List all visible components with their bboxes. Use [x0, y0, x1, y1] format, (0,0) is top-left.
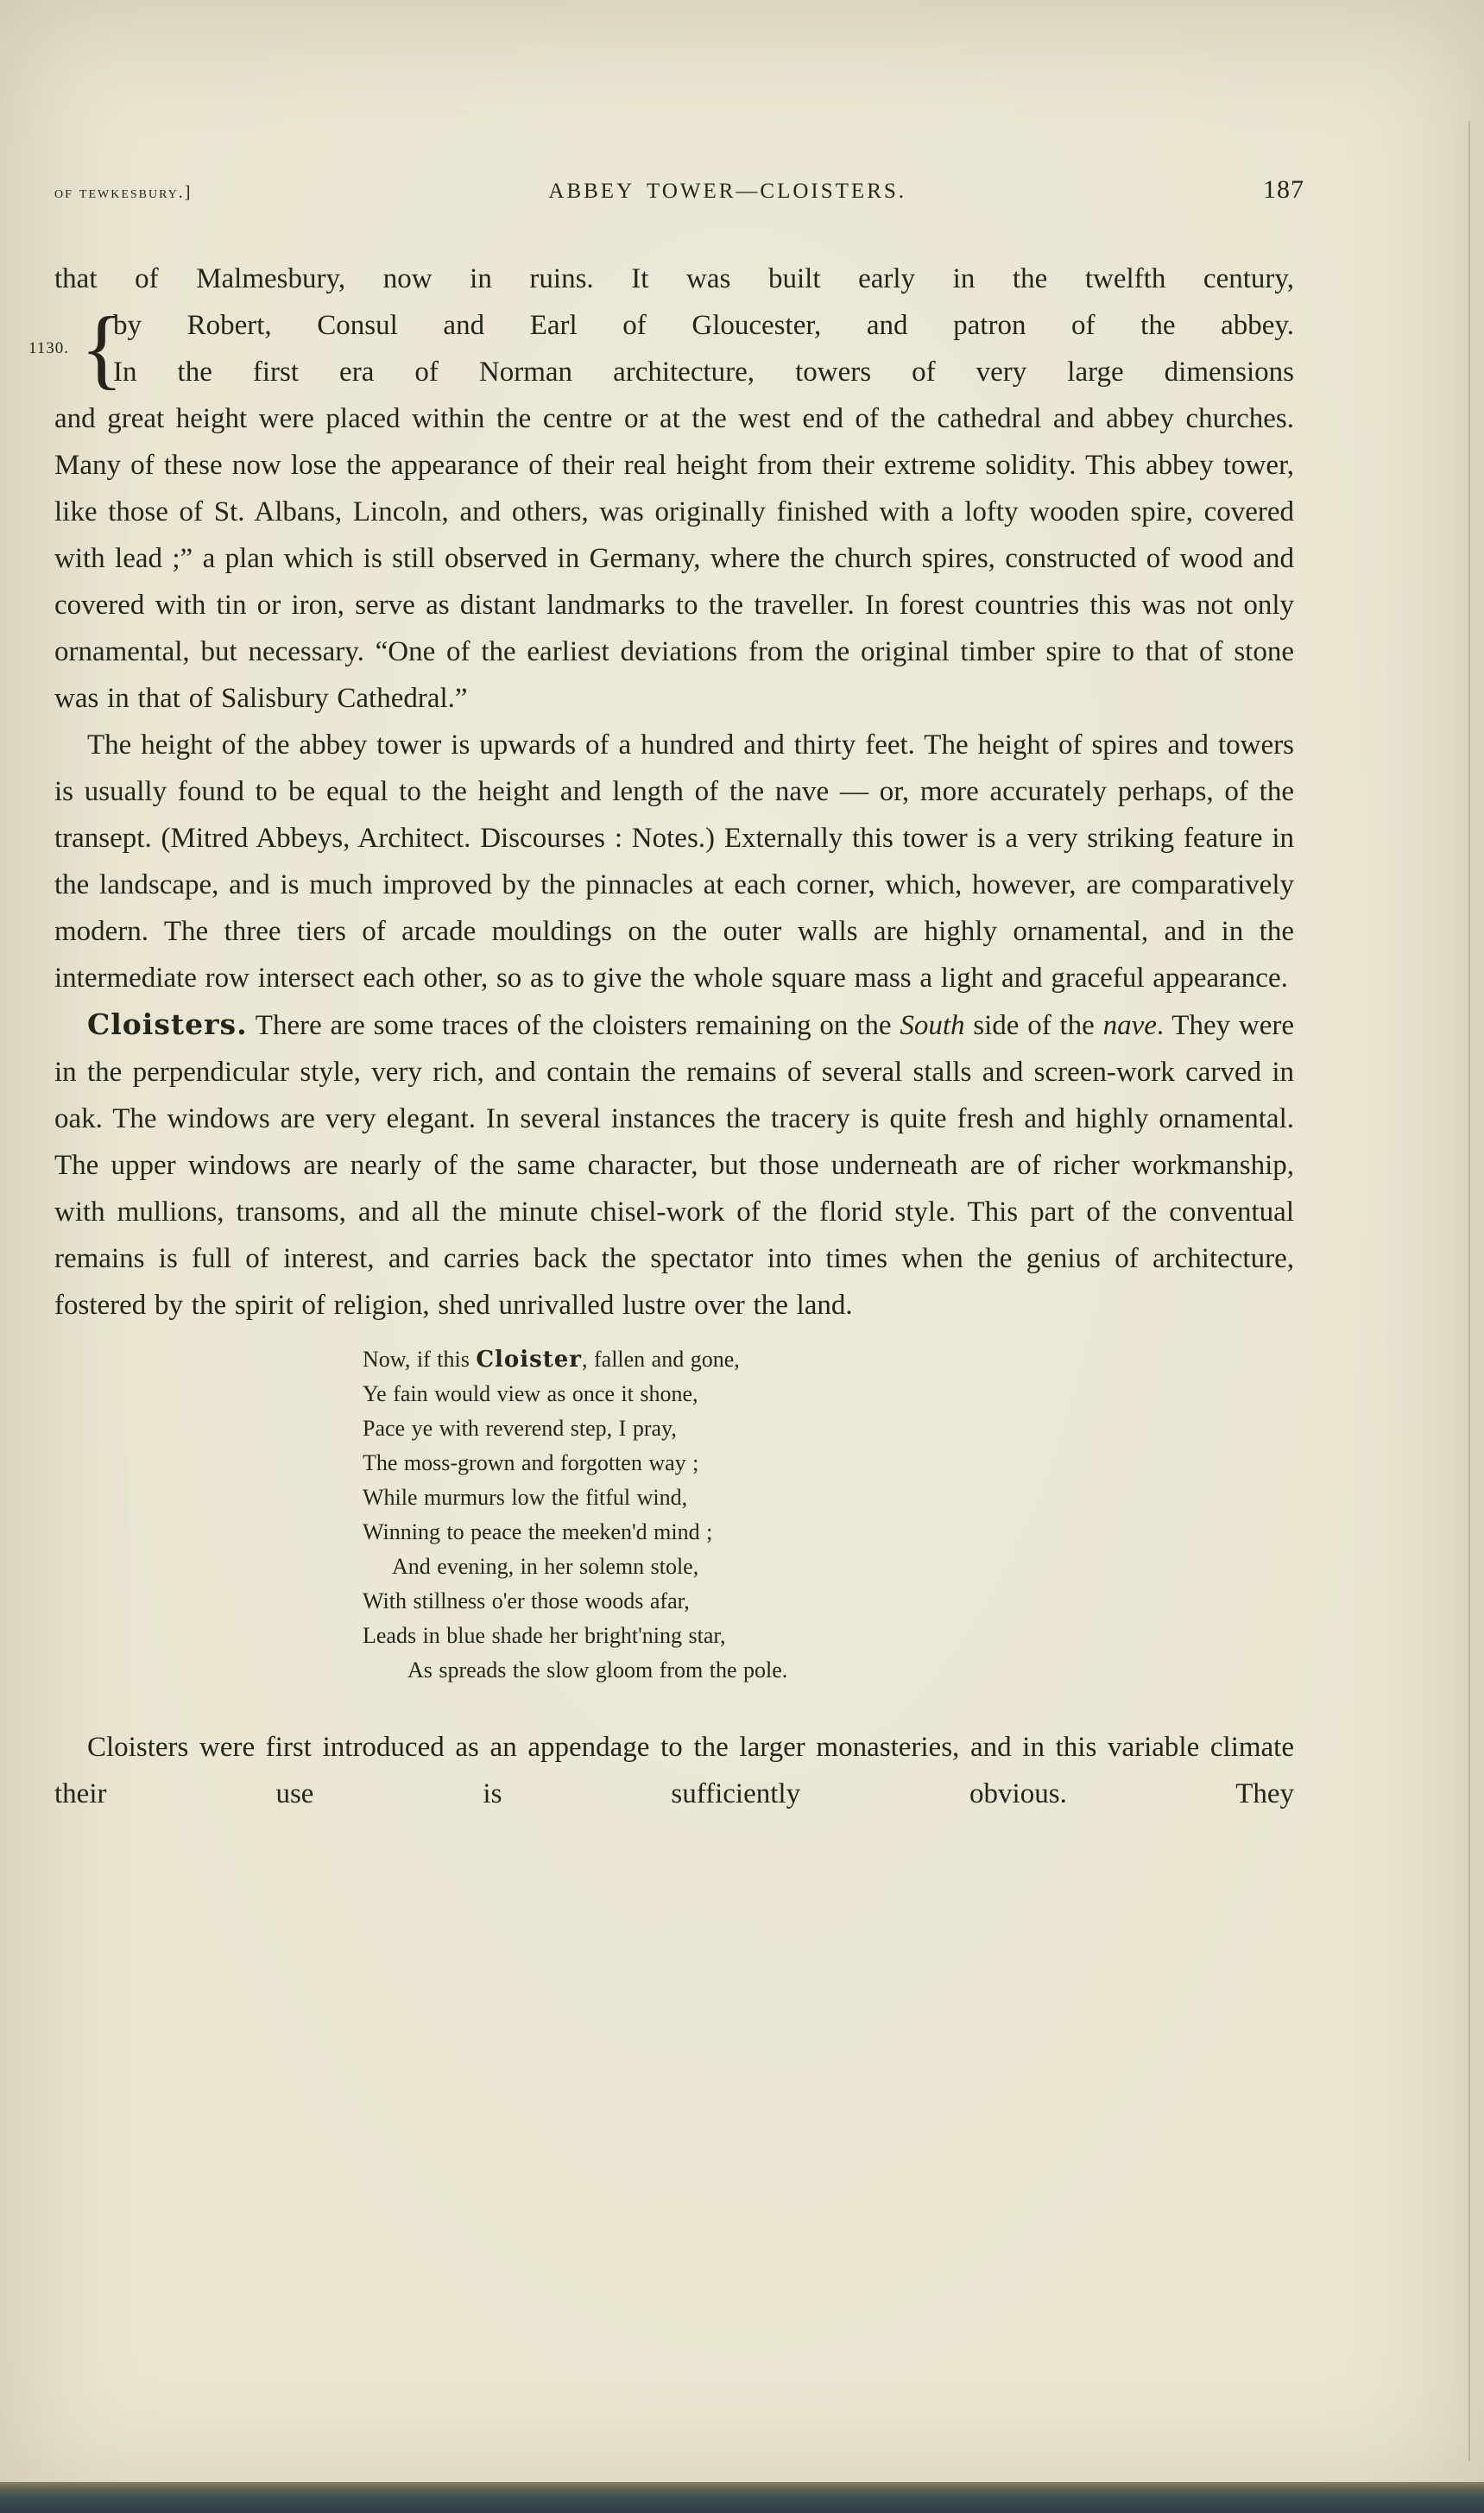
- gothic-word-cloister: Cloister: [476, 1347, 582, 1373]
- poem-block: [363, 1342, 1294, 1688]
- scan-edge-shadow: [0, 2482, 1484, 2513]
- page-header: [54, 175, 1304, 205]
- paragraph-3-text: side of the: [964, 1010, 1103, 1041]
- paragraph-3-text: . They were in the perpendicular style, very rich, and contain the remains of several stalls and screen-work carved in oak. The windows are very elegant. In several instances the tracery is quite fresh and highly ornamental. The upper windows are nearly of the same character, but those underneath are of richer workmanship, with mullions, transoms, and all the minute chisel-work of the florid style. This part of the conventual remains is full of interest, and carries back the spectator into times when the genius of architecture, fostered by the spirit of religion, shed unrivalled lustre over the land.: [54, 1010, 1295, 1321]
- paragraph-2: The height of the abbey tower is upwards of a hundred and thirty feet. The height of spires and towers is usually found to be equal to the height and length of the nave — or, more accurately perhaps, of the transept. (Mitred Abbeys, Architect. Discourses : Notes.) Externally this tower is a very striking feature in the landscape, and is much improved by the pinnacles at each corner, which, however, are comparatively modern. The three tiers of arcade mouldings on the outer walls are highly ornamental, and in the intermediate row intersect each other, so as to give the whole square mass a light and graceful appearance.: [54, 729, 1294, 994]
- poem-line: The moss-grown and forgotten way ;: [363, 1450, 699, 1475]
- poem-line-text: , fallen and gone,: [582, 1347, 740, 1372]
- poem-line-text: Now, if this: [363, 1347, 477, 1372]
- paragraph-1-continuation: and great height were placed within the centre or at the west end of the cathedral and abbey churches. Many of these now lose the appearance of their real height from their extreme solidity. This abbey tower, like those of St. Albans, Lincoln, and others, was originally finished with a lofty wooden spire, covered with lead ;” a plan which is still observed in Germany, where the church spires, constructed of wood and covered with tin or iron, serve as distant landmarks to the traveller. In forest countries this was not only ornamental, but necessary. “One of the earliest deviations from the original timber spire to that of stone was in that of Salisbury Cathedral.”: [54, 403, 1294, 714]
- paragraph-3: [54, 1001, 1294, 1329]
- brace-block: [28, 299, 1294, 398]
- paragraph-1-line-1: that of Malmesbury, now in ruins. It was built early in the twelfth century,: [54, 263, 1294, 294]
- gothic-lead-word: Cloisters.: [87, 1007, 248, 1041]
- poem-line: Leads in blue shade her bright'ning star,: [363, 1623, 726, 1648]
- header-running-title: ABBEY TOWER—CLOISTERS.: [548, 180, 907, 203]
- poem-line: [363, 1342, 1294, 1377]
- poem-line: Winning to peace the meeken'd mind ;: [363, 1519, 713, 1544]
- poem-line: With stillness o'er those woods afar,: [363, 1588, 690, 1613]
- brace-glyph: {: [80, 299, 123, 398]
- page-body: [28, 256, 1295, 1817]
- poem-line: Pace ye with reverend step, I pray,: [363, 1416, 677, 1441]
- page-edge-crease: [1468, 121, 1470, 2461]
- braced-line-1: by Robert, Consul and Earl of Gloucester, and patron of the abbey.: [113, 310, 1294, 341]
- header-catchword-left: of tewkesbury.]: [54, 183, 193, 202]
- braced-line-2: In the first era of Norman architecture, towers of very large dimensions: [113, 357, 1294, 388]
- italic-word-south: South: [900, 1010, 965, 1041]
- poem-line: And evening, in her solemn stole,: [392, 1554, 699, 1579]
- italic-word-nave: nave: [1102, 1010, 1157, 1041]
- paragraph-3-text: There are some traces of the cloisters remaining on the: [247, 1010, 900, 1041]
- paragraph-4: Cloisters were first introduced as an appendage to the larger monasteries, and in this variable climate their use is sufficiently obvious. They: [54, 1732, 1294, 1809]
- poem-line: While murmurs low the fitful wind,: [363, 1485, 688, 1510]
- page-number: 187: [1262, 175, 1304, 204]
- poem-line: As spreads the slow gloom from the pole.: [407, 1657, 788, 1683]
- poem-line: Ye fain would view as once it shone,: [363, 1381, 698, 1406]
- margin-year-note: 1130.: [28, 339, 70, 357]
